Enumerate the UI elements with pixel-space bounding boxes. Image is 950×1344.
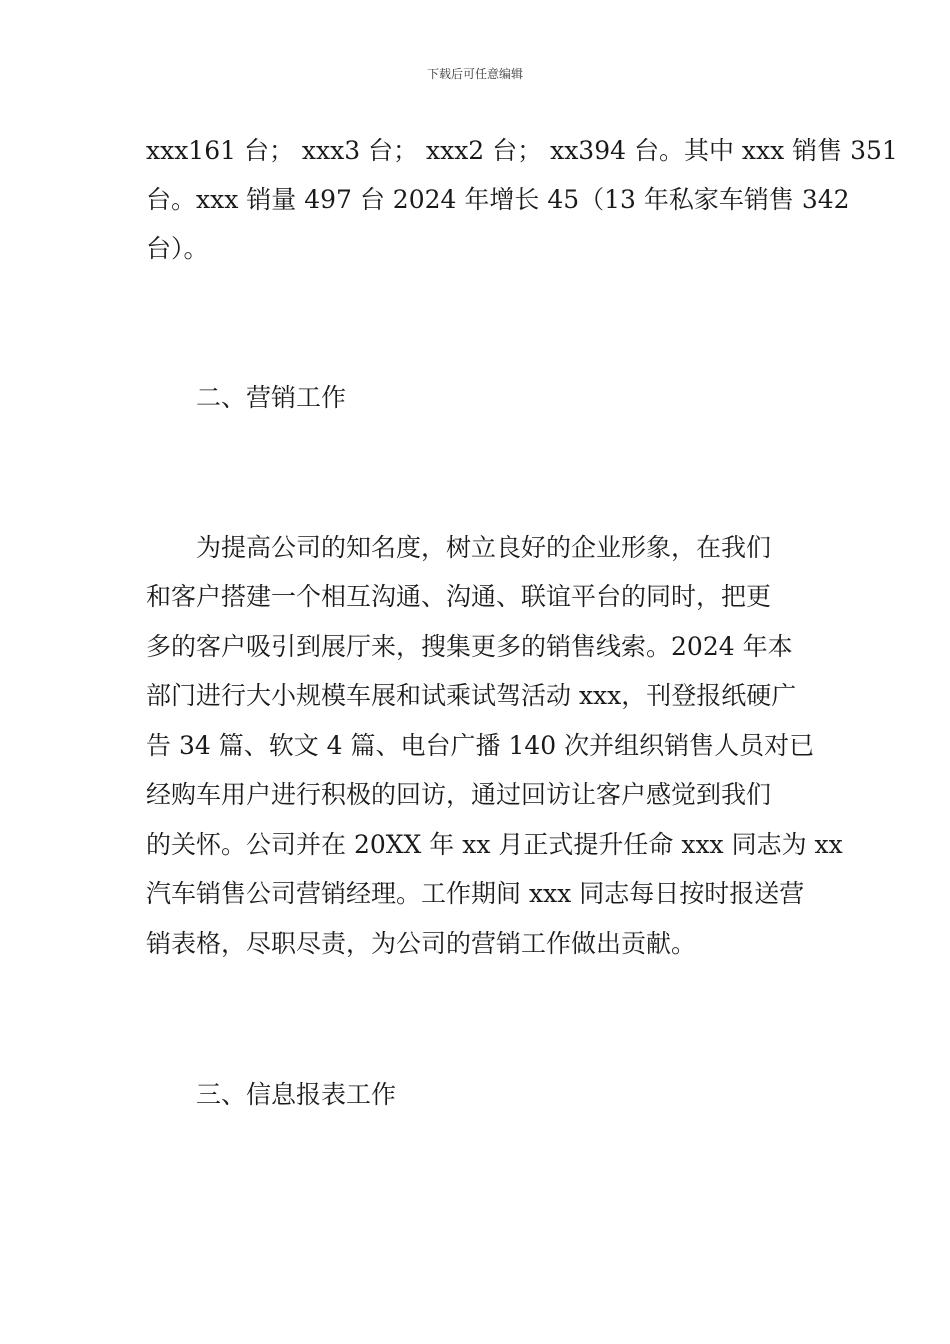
paragraph-line: 多的客户吸引到展厅来，搜集更多的销售线索。2024 年本: [146, 632, 793, 661]
paragraph-line: 的关怀。公司并在 20XX 年 xx 月正式提升任命 xxx 同志为 xx: [146, 830, 843, 859]
paragraph-line: 销表格，尽职尽责，为公司的营销工作做出贡献。: [146, 929, 697, 958]
paragraph-line: 告 34 篇、软文 4 篇、电台广播 140 次并组织销售人员对已: [146, 731, 815, 760]
paragraph-line: 台）。: [146, 234, 209, 263]
paragraph-line: 为提高公司的知名度，树立良好的企业形象，在我们: [196, 533, 772, 562]
section-heading-marketing: 二、营销工作: [196, 383, 347, 412]
paragraph-line: xxx161 台； xxx3 台； xxx2 台； xx394 台。其中 xxx 销售 351: [146, 136, 898, 165]
section-heading-info-report: 三、信息报表工作: [196, 1080, 397, 1109]
paragraph-line: 和客户搭建一个相互沟通、沟通、联谊平台的同时，把更: [146, 582, 772, 611]
paragraph-line: 台。xxx 销量 497 台 2024 年增长 45（13 年私家车销售 342: [146, 185, 850, 214]
paragraph-line: 经购车用户进行积极的回访，通过回访让客户感觉到我们: [146, 780, 772, 809]
paragraph-line: 汽车销售公司营销经理。工作期间 xxx 同志每日按时报送营: [146, 879, 805, 908]
paragraph-line: 部门进行大小规模车展和试乘试驾活动 xxx，刊登报纸硬广: [146, 681, 797, 710]
page-header: 下载后可任意编辑: [426, 67, 523, 81]
